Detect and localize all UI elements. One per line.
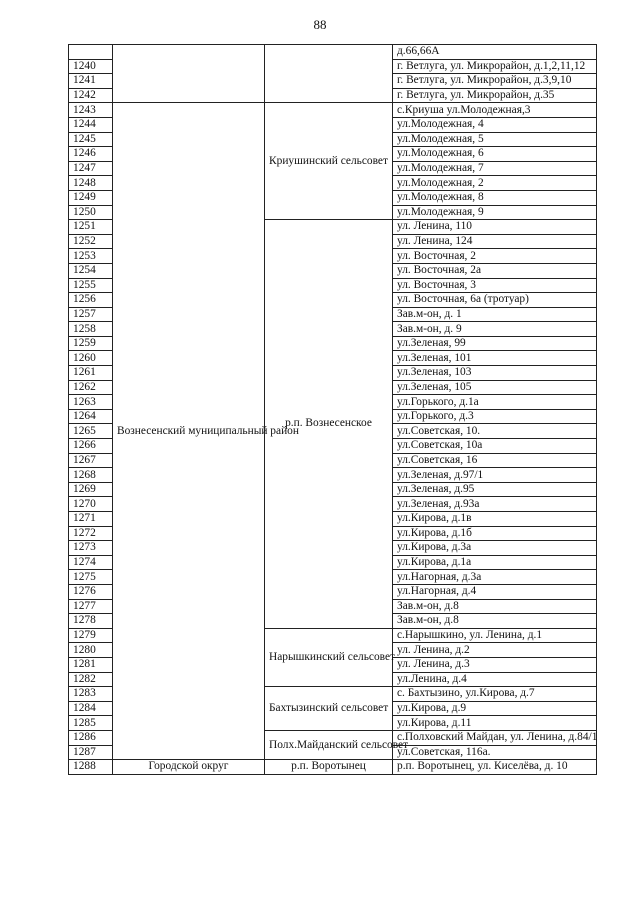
row-number: 1266	[69, 439, 113, 454]
address-cell: ул.Зеленая, 99	[393, 336, 597, 351]
row-number	[69, 45, 113, 60]
row-number: 1261	[69, 366, 113, 381]
address-cell: ул.Зеленая, д.93а	[393, 497, 597, 512]
row-number: 1243	[69, 103, 113, 118]
row-number: 1272	[69, 526, 113, 541]
address-cell: ул.Молодежная, 7	[393, 161, 597, 176]
row-number: 1277	[69, 599, 113, 614]
row-number: 1278	[69, 614, 113, 629]
address-cell: ул. Ленина, д.2	[393, 643, 597, 658]
address-cell: ул. Восточная, 6а (тротуар)	[393, 293, 597, 308]
address-cell: р.п. Воротынец, ул. Киселёва, д. 10	[393, 760, 597, 775]
address-cell: Зав.м-он, д.8	[393, 599, 597, 614]
row-number: 1283	[69, 687, 113, 702]
address-cell: ул.Советская, 116а.	[393, 745, 597, 760]
address-cell: ул.Кирова, д.9	[393, 701, 597, 716]
address-cell: ул.Зеленая, 105	[393, 380, 597, 395]
row-number: 1255	[69, 278, 113, 293]
address-cell: с.Нарышкино, ул. Ленина, д.1	[393, 628, 597, 643]
address-cell: ул.Молодежная, 8	[393, 190, 597, 205]
row-number: 1240	[69, 59, 113, 74]
row-number: 1259	[69, 336, 113, 351]
row-number: 1251	[69, 220, 113, 235]
settlement-cell-empty	[265, 45, 393, 103]
address-cell: ул.Кирова, д.3а	[393, 541, 597, 556]
row-number: 1264	[69, 409, 113, 424]
settlement-cell-bakhtyzinsky: Бахтызинский сельсовет	[265, 687, 393, 731]
row-number: 1275	[69, 570, 113, 585]
address-cell: ул.Молодежная, 6	[393, 147, 597, 162]
row-number: 1284	[69, 701, 113, 716]
address-cell: ул.Горького, д.3	[393, 409, 597, 424]
district-cell-empty	[113, 45, 265, 103]
row-number: 1241	[69, 74, 113, 89]
address-registry-table	[68, 44, 597, 775]
address-cell: ул.Горького, д.1а	[393, 395, 597, 410]
address-cell: с.Криуша ул.Молодежная,3	[393, 103, 597, 118]
address-cell: ул.Зеленая, д.97/1	[393, 468, 597, 483]
address-cell: ул.Кирова, д.1б	[393, 526, 597, 541]
address-cell: ул.Молодежная, 9	[393, 205, 597, 220]
row-number: 1288	[69, 760, 113, 775]
address-cell: ул. Восточная, 2а	[393, 263, 597, 278]
settlement-cell-voznesenskoe: р.п. Вознесенское	[265, 220, 393, 629]
row-number: 1245	[69, 132, 113, 147]
row-number: 1276	[69, 584, 113, 599]
row-number: 1260	[69, 351, 113, 366]
page-number: 88	[313, 17, 327, 32]
address-cell: г. Ветлуга, ул. Микрорайон, д.35	[393, 88, 597, 103]
address-cell: ул.Кирова, д.1в	[393, 512, 597, 527]
address-cell: ул. Ленина, 110	[393, 220, 597, 235]
address-cell: ул. Восточная, 2	[393, 249, 597, 264]
address-cell: ул.Нагорная, д.4	[393, 584, 597, 599]
address-cell: ул.Зеленая, 103	[393, 366, 597, 381]
table-row	[69, 45, 597, 60]
address-cell: ул.Советская, 10а	[393, 439, 597, 454]
row-number: 1287	[69, 745, 113, 760]
row-number: 1282	[69, 672, 113, 687]
address-cell: ул. Восточная, 3	[393, 278, 597, 293]
address-cell: ул.Нагорная, д.3а	[393, 570, 597, 585]
address-cell: Зав.м-он, д.8	[393, 614, 597, 629]
row-number: 1285	[69, 716, 113, 731]
row-number: 1258	[69, 322, 113, 337]
row-number: 1265	[69, 424, 113, 439]
row-number: 1247	[69, 161, 113, 176]
address-cell: ул. Ленина, 124	[393, 234, 597, 249]
table-row	[69, 760, 597, 775]
row-number: 1252	[69, 234, 113, 249]
row-number: 1267	[69, 453, 113, 468]
settlement-cell-polkh-maidansky: Полх.Майданский сельсовет	[265, 730, 393, 759]
address-cell: ул.Советская, 16	[393, 453, 597, 468]
row-number: 1248	[69, 176, 113, 191]
district-cell-voznesensky: Вознесенский муниципальный район	[113, 103, 265, 760]
row-number: 1244	[69, 117, 113, 132]
row-number: 1250	[69, 205, 113, 220]
district-cell-city-okrug: Городской округ	[113, 760, 265, 775]
address-cell: г. Ветлуга, ул. Микрорайон, д.3,9,10	[393, 74, 597, 89]
address-cell: с. Бахтызино, ул.Кирова, д.7	[393, 687, 597, 702]
address-cell: ул.Кирова, д.11	[393, 716, 597, 731]
settlement-cell-naryshkinsky: Нарышкинский сельсовет	[265, 628, 393, 686]
address-cell: ул.Ленина, д.4	[393, 672, 597, 687]
row-number: 1263	[69, 395, 113, 410]
row-number: 1268	[69, 468, 113, 483]
address-cell: д.66,66А	[393, 45, 597, 60]
row-number: 1242	[69, 88, 113, 103]
row-number: 1274	[69, 555, 113, 570]
address-cell: г. Ветлуга, ул. Микрорайон, д.1,2,11,12	[393, 59, 597, 74]
row-number: 1271	[69, 512, 113, 527]
row-number: 1286	[69, 730, 113, 745]
row-number: 1246	[69, 147, 113, 162]
row-number: 1281	[69, 657, 113, 672]
row-number: 1249	[69, 190, 113, 205]
row-number: 1257	[69, 307, 113, 322]
row-number: 1280	[69, 643, 113, 658]
row-number: 1270	[69, 497, 113, 512]
address-cell: с.Полховский Майдан, ул. Ленина, д.84/1	[393, 730, 597, 745]
row-number: 1273	[69, 541, 113, 556]
settlement-cell-vorotynets: р.п. Воротынец	[265, 760, 393, 775]
table-row	[69, 103, 597, 118]
row-number: 1269	[69, 482, 113, 497]
address-cell: Зав.м-он, д. 9	[393, 322, 597, 337]
address-cell: ул. Ленина, д.3	[393, 657, 597, 672]
address-cell: Зав.м-он, д. 1	[393, 307, 597, 322]
address-cell: ул.Зеленая, 101	[393, 351, 597, 366]
address-cell: ул.Кирова, д.1а	[393, 555, 597, 570]
address-cell: ул.Молодежная, 2	[393, 176, 597, 191]
row-number: 1256	[69, 293, 113, 308]
address-cell: ул.Зеленая, д.95	[393, 482, 597, 497]
address-cell: ул.Советская, 10.	[393, 424, 597, 439]
row-number: 1253	[69, 249, 113, 264]
address-cell: ул.Молодежная, 5	[393, 132, 597, 147]
row-number: 1279	[69, 628, 113, 643]
address-cell: ул.Молодежная, 4	[393, 117, 597, 132]
row-number: 1254	[69, 263, 113, 278]
row-number: 1262	[69, 380, 113, 395]
settlement-cell-kriushinsky: Криушинский сельсовет	[265, 103, 393, 220]
